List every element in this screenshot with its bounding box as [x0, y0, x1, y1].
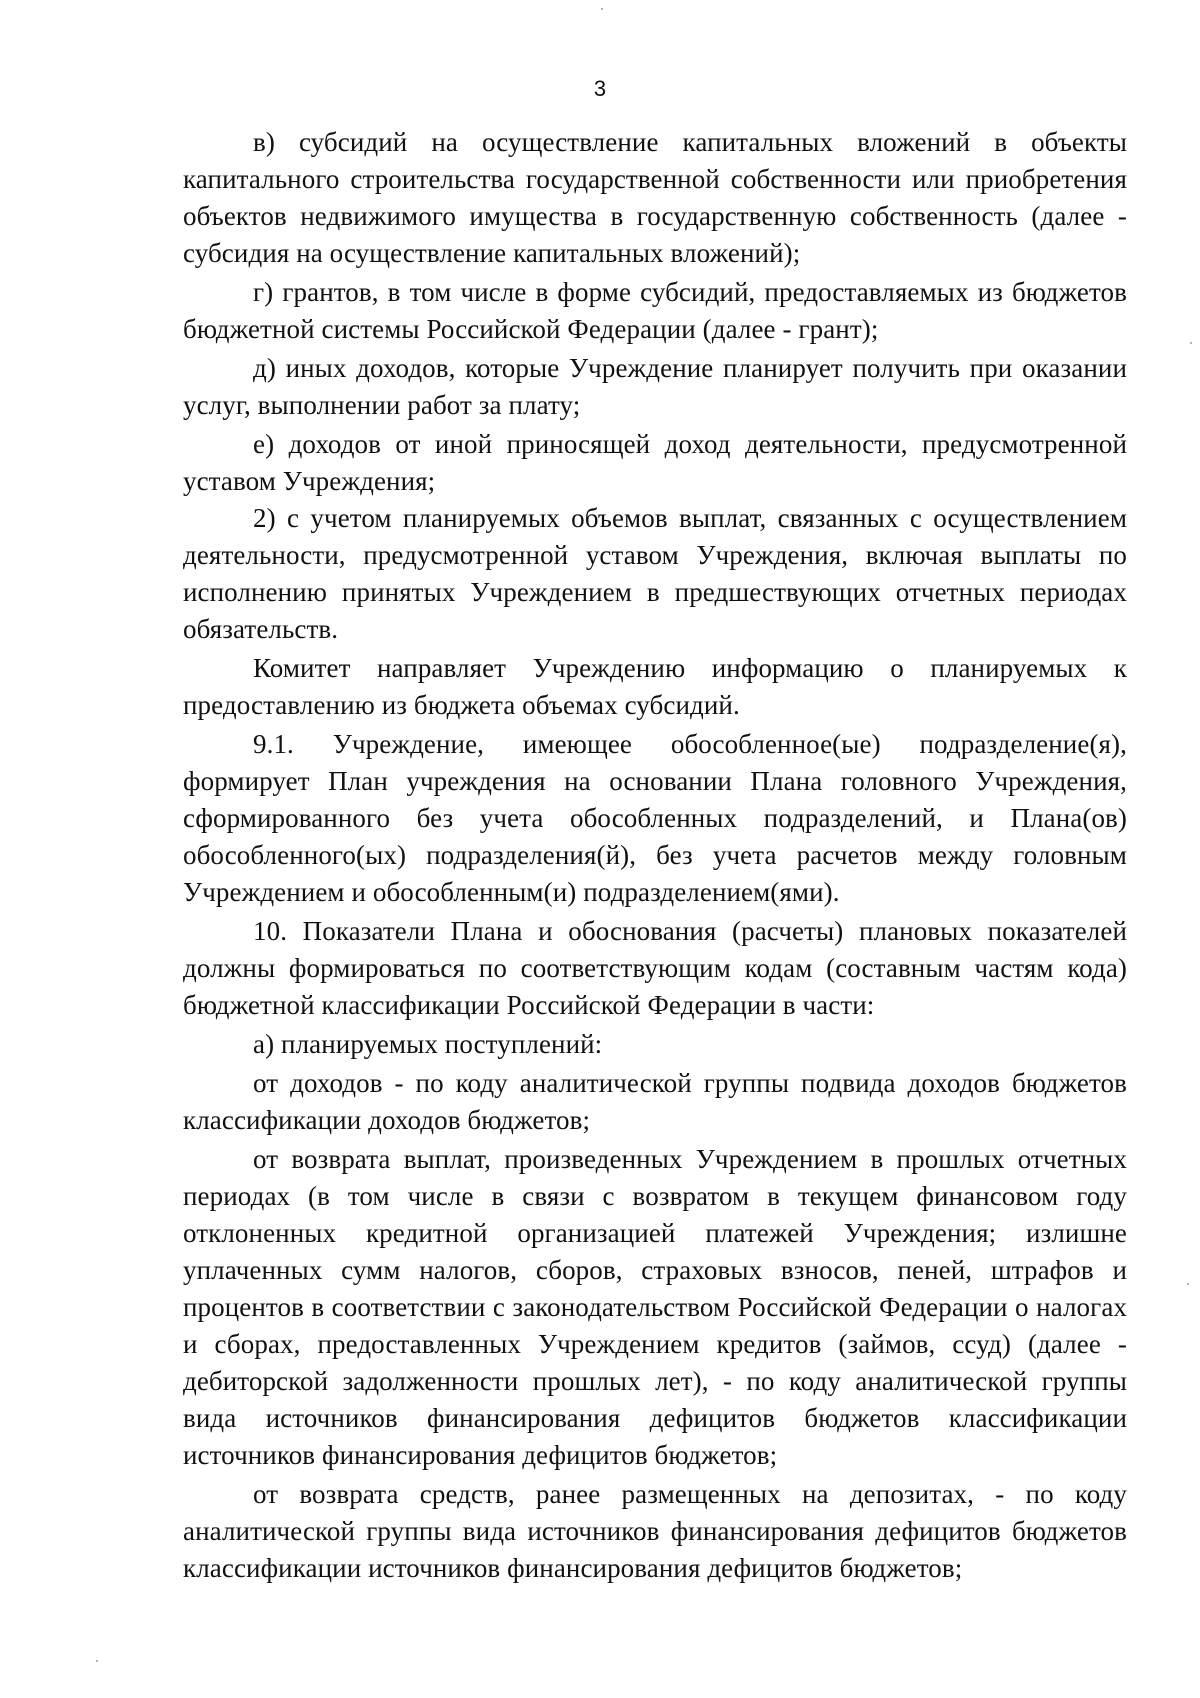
paragraph-planned-receipts: а) планируемых поступлений:: [253, 1029, 603, 1059]
paragraph-from-income: от доходов - по коду аналитической группы подвида доходов бюджетов классификации доходов бюджетов;: [183, 1068, 1127, 1135]
scan-speck: [1187, 1283, 1189, 1285]
paragraph-deposits: от возврата средств, ранее размещенных на депозитах, - по коду аналитической группы вида источников финансирования дефицитов бюджетов классификации источников финансирования дефицитов бюджетов;: [183, 1479, 1127, 1583]
paragraph-payments: 2) с учетом планируемых объемов выплат, связанных с осуществлением деятельности, предусмотренной уставом Учреждения, включая выплаты по исполнению принятых Учреждением в предшествующих отчетных периодах обязательств.: [183, 503, 1127, 644]
scan-speck: [1190, 342, 1192, 344]
paragraph-income-activity: е) доходов от иной приносящей доход деятельности, предусмотренной уставом Учреждения;: [183, 429, 1127, 496]
paragraph-subsidy-capital: в) субсидий на осуществление капитальных вложений в объекты капитального строительства государственной собственности или приобретения объектов недвижимого имущества в государственную собственность (далее - субсидия на осуществление капитальных вложений);: [183, 127, 1127, 268]
scan-speck: [96, 1660, 98, 1662]
paragraph-9-1: 9.1. Учреждение, имеющее обособленное(ые) подразделение(я), формирует План учреждения на основании Плана головного Учреждения, сформированного без учета обособленных подразделений, и Плана(ов) обособленного(ых) подразделения(й), без учета расчетов между головным Учреждением и обособленным(и) подразделением(ями).: [183, 729, 1127, 907]
paragraph-grants: г) грантов, в том числе в форме субсидий, предоставляемых из бюджетов бюджетной системы Российской Федерации (далее - грант);: [183, 277, 1127, 344]
paragraph-other-income: д) иных доходов, которые Учреждение планирует получить при оказании услуг, выполнении работ за плату;: [183, 353, 1127, 420]
scan-speck: [601, 8, 603, 10]
paragraph-refund-payments: от возврата выплат, произведенных Учреждением в прошлых отчетных периодах (в том числе в связи с возвратом в текущем финансовом году отклоненных кредитной организацией платежей Учреждения; излишне уплаченных сумм налогов, сборов, страховых взносов, пеней, штрафов и процентов в соответствии с законодательством Российской Федерации о налогах и сборах, предоставленных Учреждением кредитов (займов, ссуд) (далее - дебиторской задолженности прошлых лет), - по коду аналитической группы вида источников финансирования дефицитов бюджетов классификации источников финансирования дефицитов бюджетов;: [183, 1144, 1127, 1470]
document-body: [183, 124, 1127, 1587]
paragraph-committee: Комитет направляет Учреждению информацию о планируемых к предоставлению из бюджета объемах субсидий.: [183, 653, 1127, 720]
page-number: 3: [593, 76, 607, 101]
paragraph-10: 10. Показатели Плана и обоснования (расчеты) плановых показателей должны формироваться по соответствующим кодам (составным частям кода) бюджетной классификации Российской Федерации в части:: [183, 916, 1127, 1020]
